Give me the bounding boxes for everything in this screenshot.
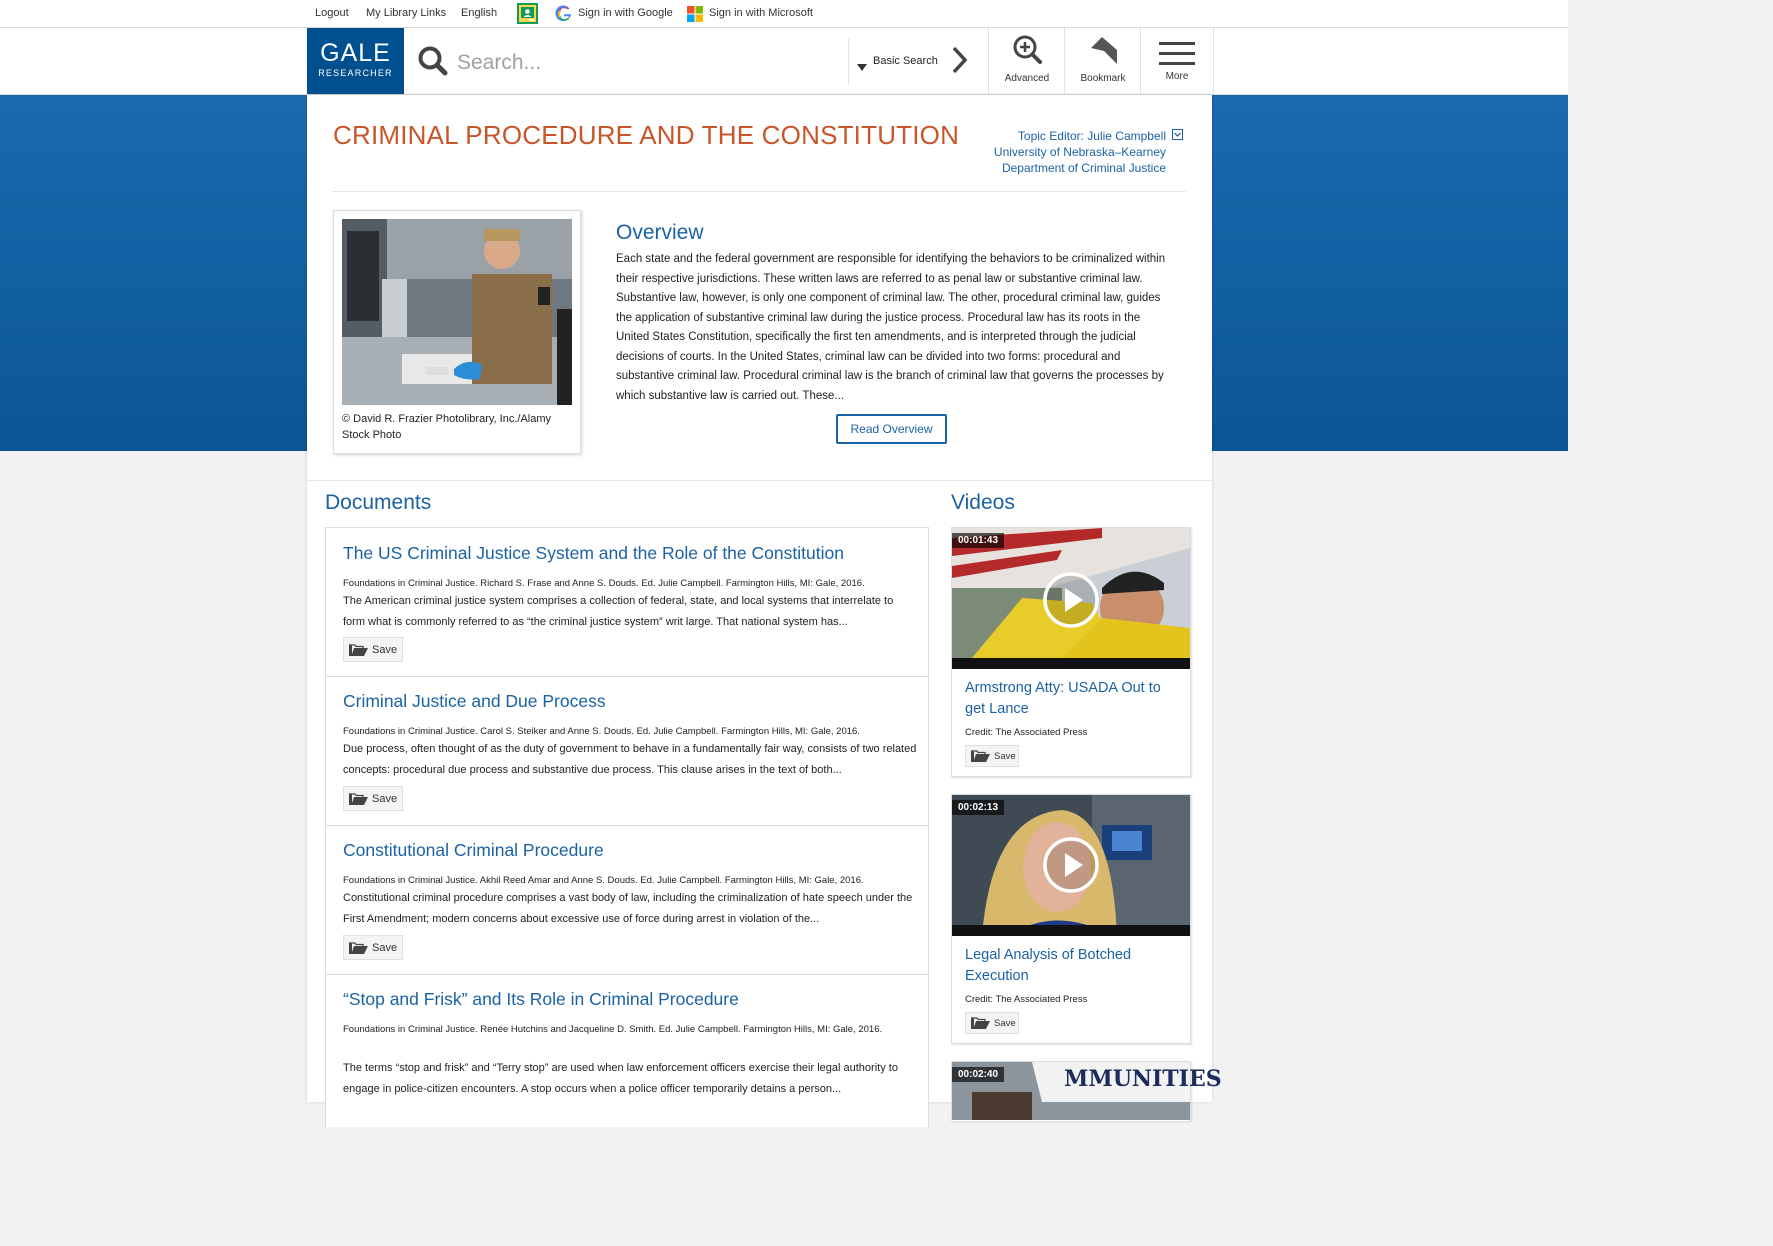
more-menu-button[interactable] — [1140, 28, 1214, 94]
save-label: Save — [372, 793, 398, 805]
play-button-icon[interactable] — [1041, 835, 1101, 900]
overview-image-card — [333, 210, 581, 454]
zoom-in-icon — [1012, 34, 1044, 71]
document-citation: Foundations in Criminal Justice. Renée Hutchins and Jacqueline D. Smith. Ed. Julie Campbell. Farmington Hills, MI: Gale, 2016. — [343, 1024, 883, 1035]
topic-editor-department: Department of Criminal Justice — [1001, 161, 1166, 175]
library-links-link[interactable]: My Library Links — [366, 7, 447, 19]
folder-icon — [971, 1017, 990, 1033]
save-button[interactable] — [343, 935, 403, 960]
search-icon — [417, 45, 449, 82]
save-label: Save — [372, 942, 398, 954]
document-title-link[interactable]: Criminal Justice and Due Process — [343, 691, 606, 711]
save-label: Save — [994, 751, 1016, 762]
video-duration: 00:01:43 — [952, 533, 1004, 548]
overview-photo[interactable] — [342, 219, 572, 405]
document-snippet: The terms “stop and frisk” and “Terry stop” are used when law enforcement officers exercise their legal authority to engage in police-citizen encounters. A stop occurs when a police officer temporarily detains a person... — [343, 1062, 898, 1095]
document-citation: Foundations in Criminal Justice. Richard S. Frase and Anne S. Douds. Ed. Julie Campbell. Farmington Hills, MI: Gale, 2016. — [343, 578, 865, 589]
read-overview-button[interactable]: Read Overview — [836, 414, 947, 444]
expand-editor-icon[interactable] — [1172, 129, 1183, 140]
google-classroom-icon[interactable] — [517, 3, 538, 27]
bookmark-button[interactable] — [1064, 28, 1141, 94]
section-divider — [307, 480, 1212, 481]
video-credit: Credit: The Associated Press — [965, 727, 1088, 738]
document-title-link[interactable]: The US Criminal Justice System and the Role of the Constitution — [343, 543, 844, 563]
advanced-label: Advanced — [1004, 73, 1050, 84]
document-title-link[interactable]: Constitutional Criminal Procedure — [343, 840, 604, 860]
overview-text: Each state and the federal government are responsible for identifying the behaviors to be criminalized within their respective jurisdictions. These written laws are referred to as penal law or substantive criminal law. Substantive law, however, is only one component of criminal law. The other, procedural criminal law, guides the application of substantive criminal law during the justice process. Procedural law has its roots in the United States Constitution, specifically the first ten amendments, and is interpreted through the judicial decisions of courts. In the United States, criminal law can be divided into two forms: procedural and substantive criminal law. Procedural criminal law is the branch of criminal law that governs the processes by which substantive law is carried out. These... — [616, 253, 1166, 402]
title-divider — [333, 191, 1186, 192]
google-icon — [556, 6, 572, 25]
gale-researcher-logo[interactable] — [307, 28, 404, 94]
folder-icon — [349, 793, 368, 809]
video-thumbnail[interactable] — [952, 795, 1190, 936]
save-label: Save — [994, 1018, 1016, 1029]
document-item — [326, 974, 928, 1128]
document-citation: Foundations in Criminal Justice. Akhil Reed Amar and Anne S. Douds. Ed. Julie Campbell. Farmington Hills, MI: Gale, 2016. — [343, 875, 864, 886]
search-submit-chevron-icon[interactable] — [950, 46, 970, 79]
advanced-search-button[interactable] — [988, 28, 1065, 94]
save-button[interactable] — [343, 786, 403, 811]
hamburger-menu-icon — [1159, 42, 1195, 71]
document-snippet: Due process, often thought of as the duty of government to behave in a fundamentally fair way, consists of two related concepts: procedural due process and substantive due process. This clause arises in the text of both... — [343, 743, 917, 776]
page-title: CRIMINAL PROCEDURE AND THE CONSTITUTION — [333, 120, 960, 150]
folder-icon — [349, 644, 368, 660]
site-header — [0, 28, 1568, 95]
video-duration: 00:02:40 — [952, 1067, 1004, 1082]
document-citation: Foundations in Criminal Justice. Carol S. Steiker and Anne S. Douds. Ed. Julie Campbell. Farmington Hills, MI: Gale, 2016. — [343, 726, 860, 737]
play-button-icon[interactable] — [1041, 570, 1101, 635]
documents-heading: Documents — [325, 491, 432, 514]
document-item — [326, 825, 928, 975]
save-button[interactable] — [343, 637, 403, 662]
topic-page-panel — [307, 95, 1222, 1102]
document-item — [326, 676, 928, 826]
chevron-down-icon — [857, 58, 867, 76]
save-button[interactable] — [965, 1012, 1019, 1034]
logo-text: GALE — [320, 39, 391, 67]
bookmark-icon — [1087, 36, 1119, 71]
topic-editor-institution: University of Nebraska–Kearney — [993, 145, 1166, 159]
overview-heading: Overview — [616, 221, 704, 244]
videos-heading: Videos — [951, 491, 1015, 514]
logout-link[interactable]: Logout — [315, 7, 349, 19]
document-snippet: The American criminal justice system comprises a collection of federal, state, and local systems that interrelate to form what is commonly referred to as “the criminal justice system” writ large. That national system has... — [343, 595, 894, 628]
video-title-link[interactable]: Armstrong Atty: USADA Out to get Lance — [965, 680, 1161, 717]
more-label: More — [1165, 71, 1189, 82]
video-card — [951, 527, 1191, 777]
search-input[interactable] — [455, 46, 839, 80]
topic-editor-info — [994, 128, 1166, 176]
bookmark-label: Bookmark — [1080, 73, 1126, 84]
document-title-link[interactable]: “Stop and Frisk” and Its Role in Criminal Procedure — [343, 989, 739, 1009]
video-card — [951, 794, 1191, 1044]
save-button[interactable] — [965, 745, 1019, 767]
search-type-label: Basic Search — [873, 55, 938, 67]
video-credit: Credit: The Associated Press — [965, 994, 1088, 1005]
logo-subtext: RESEARCHER — [318, 68, 393, 78]
document-snippet: Constitutional criminal procedure comprises a vast body of law, including the criminalization of hate speech under the First Amendment; modern concerns about excessive use of force during arrest in violation of the... — [343, 892, 913, 925]
video-thumbnail[interactable] — [952, 1062, 1222, 1120]
document-item — [326, 528, 928, 677]
topic-editor-name[interactable]: Topic Editor: Julie Campbell — [1017, 129, 1166, 143]
microsoft-signin-link[interactable]: Sign in with Microsoft — [709, 7, 813, 19]
save-label: Save — [372, 644, 398, 656]
video-thumbnail[interactable] — [952, 528, 1190, 669]
video-card — [951, 1061, 1222, 1121]
protest-sign-text: MMUNITIES — [1064, 1066, 1222, 1092]
folder-icon — [971, 750, 990, 766]
photo-credit: © David R. Frazier Photolibrary, Inc./Alamy Stock Photo — [342, 413, 552, 441]
documents-list — [325, 527, 929, 1127]
utility-bar — [0, 0, 1568, 28]
language-selector[interactable]: English — [461, 7, 498, 19]
video-duration: 00:02:13 — [952, 800, 1004, 815]
microsoft-icon — [687, 6, 703, 25]
folder-icon — [349, 942, 368, 958]
video-title-link[interactable]: Legal Analysis of Botched Execution — [965, 947, 1132, 984]
google-signin-link[interactable]: Sign in with Google — [578, 7, 673, 19]
